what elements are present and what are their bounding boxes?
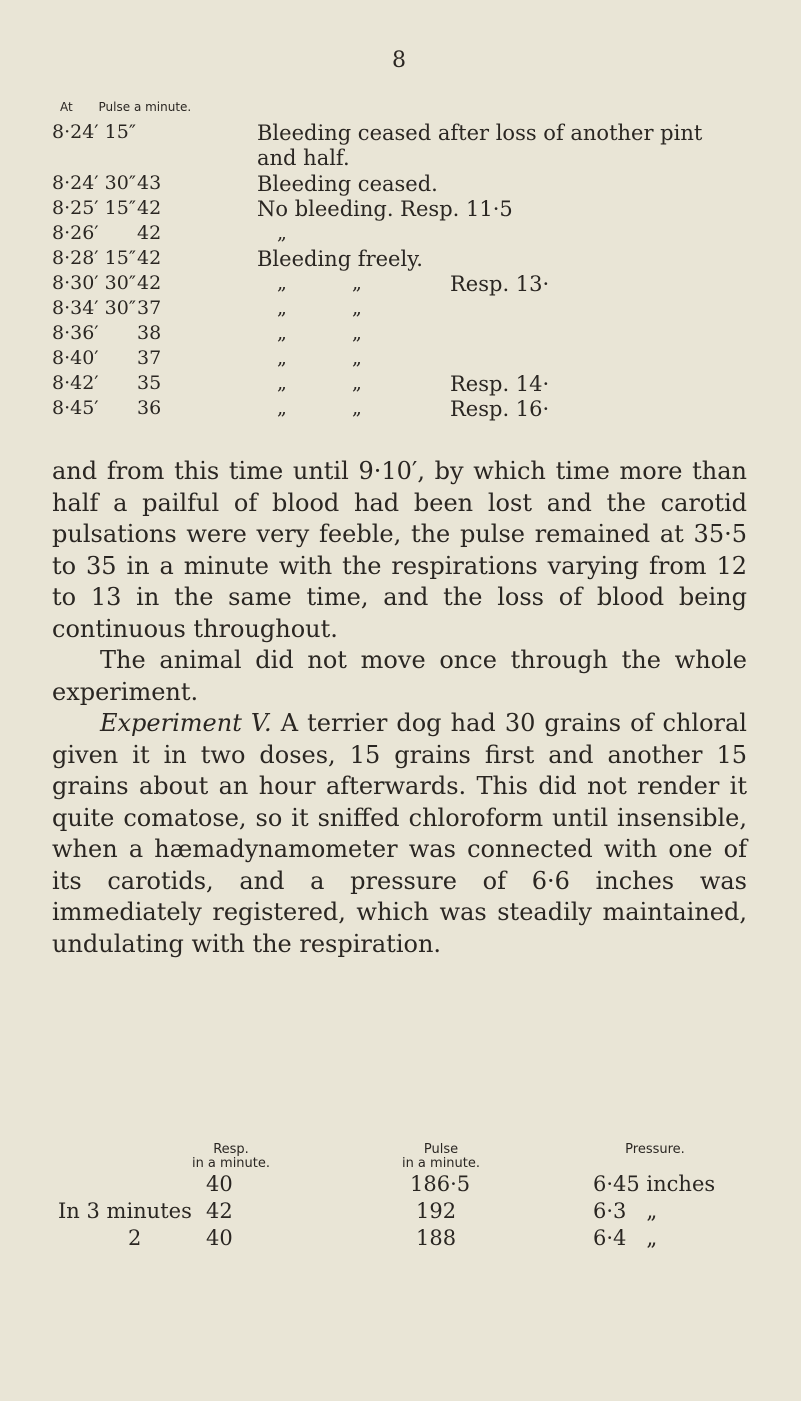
pulse-cell: 188	[416, 1226, 457, 1250]
resp-cell: 40	[206, 1226, 233, 1250]
pressure-cell: 6·3 „	[593, 1199, 658, 1223]
time-cell: 8·42′	[52, 372, 99, 394]
table-row	[52, 397, 772, 421]
ditto-mark: „	[352, 347, 362, 369]
ditto-mark: „	[352, 297, 362, 319]
resp-cell: 40	[206, 1172, 233, 1196]
ditto-mark: „	[352, 372, 362, 394]
time-cell: 8·30′ 30″	[52, 272, 136, 294]
pulse-cell: 43	[137, 172, 162, 194]
paragraph	[52, 708, 747, 960]
time-cell: 8·45′	[52, 397, 99, 419]
row-label: In 3 minutes	[58, 1199, 192, 1223]
ditto-mark: „	[277, 372, 287, 394]
pulse-cell: 37	[137, 347, 162, 369]
time-cell: 8·25′ 15″	[52, 197, 136, 219]
table-row	[52, 146, 772, 170]
pulse-cell: 42	[137, 197, 162, 219]
ditto-mark: „	[277, 222, 287, 244]
table-row	[52, 372, 772, 396]
time-cell: 8·26′	[52, 222, 99, 244]
note-cell: No bleeding. Resp. 11·5	[257, 197, 513, 221]
ditto-mark: „	[352, 272, 362, 294]
pulse-cell: 192	[416, 1199, 457, 1223]
ditto-mark: „	[277, 347, 287, 369]
ditto-mark: „	[277, 397, 287, 419]
pulse-cell: 35	[137, 372, 162, 394]
ditto-mark: „	[277, 297, 287, 319]
pulse-cell: 42	[137, 272, 162, 294]
resp-cell: Resp. 13·	[450, 272, 550, 296]
table-row	[52, 272, 772, 296]
header-pressure: Pressure.	[625, 1142, 685, 1157]
time-cell: 8·34′ 30″	[52, 297, 136, 319]
row-label: 2	[128, 1226, 142, 1250]
header-pulse: Pulse in a minute.	[401, 1142, 481, 1171]
pulse-cell: 42	[137, 247, 162, 269]
resp-cell: Resp. 14·	[450, 372, 550, 396]
note-cell: and half.	[257, 146, 350, 170]
time-cell: 8·24′ 15″	[52, 121, 136, 143]
ditto-mark: „	[277, 322, 287, 344]
table-row	[52, 121, 772, 145]
time-cell: 8·28′ 15″	[52, 247, 136, 269]
experiment-label: Experiment V.	[100, 709, 272, 737]
pulse-cell: 36	[137, 397, 162, 419]
paragraph: and from this time until 9·10′, by which time more than half a pailful of blood had been lost and the carotid pulsations were very feeble, the pulse remained at 35·5 to 35 in a minute with the respirations varying from 12 to 13 in the same time, and the loss of blood being continuous throughout.	[52, 457, 747, 643]
table-row	[52, 197, 772, 221]
table1-header	[60, 100, 213, 114]
page-number: 8	[392, 48, 406, 73]
time-cell: 8·36′	[52, 322, 99, 344]
pulse-cell: 42	[137, 222, 162, 244]
resp-cell: 42	[206, 1199, 233, 1223]
table-row	[52, 347, 772, 371]
table-row	[52, 247, 772, 271]
time-cell: 8·40′	[52, 347, 99, 369]
table-row	[52, 322, 772, 346]
resp-cell: Resp. 16·	[450, 397, 550, 421]
note-cell: Bleeding ceased after loss of another pint	[257, 121, 703, 145]
note-cell: Bleeding freely.	[257, 247, 423, 271]
paragraph: The animal did not move once through the whole experiment.	[52, 646, 747, 706]
pulse-cell: 38	[137, 322, 162, 344]
table-row	[52, 222, 772, 246]
header-resp: Resp. in a minute.	[191, 1142, 271, 1171]
header-at: At	[60, 100, 73, 114]
note-cell: Bleeding ceased.	[257, 172, 438, 196]
experiment-text: A terrier dog had 30 grains of chloral given it in two doses, 15 grains first and another 15 grains about an hour afterwards. This did not render it quite comatose, so it sniffed chloroform until insensible, when a hæmadynamometer was connected with one of its carotids, and a pressure of 6·6 inches was immediately registered, which was steadily maintained, undulating with the respiration.	[52, 709, 747, 958]
time-cell: 8·24′ 30″	[52, 172, 136, 194]
ditto-mark: „	[277, 272, 287, 294]
table-row	[52, 297, 772, 321]
ditto-mark: „	[352, 322, 362, 344]
pulse-cell: 37	[137, 297, 162, 319]
body-text	[52, 456, 747, 960]
pressure-cell: 6·45 inches	[593, 1172, 716, 1196]
pressure-cell: 6·4 „	[593, 1226, 658, 1250]
header-pulse: Pulse a minute.	[98, 100, 192, 114]
ditto-mark: „	[352, 397, 362, 419]
table-row	[52, 172, 772, 196]
pulse-cell: 186·5	[410, 1172, 471, 1196]
